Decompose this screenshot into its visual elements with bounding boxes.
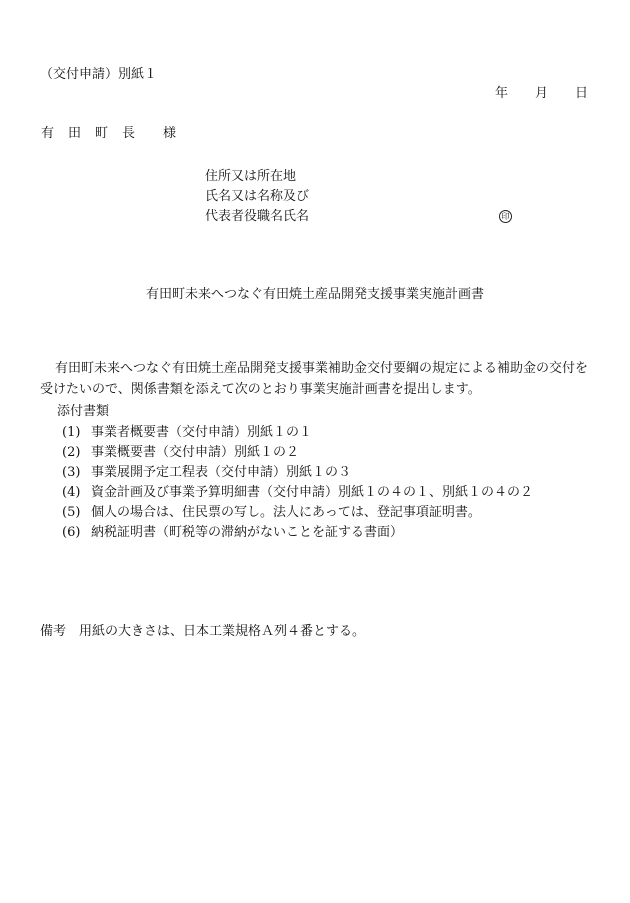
attachment-text: 資金計画及び事業予算明細書（交付申請）別紙１の４の１、別紙１の４の２ (91, 485, 534, 500)
addressee-honorific: 様 (163, 126, 177, 141)
applicant-address-label: 住所又は所在地 (205, 169, 297, 184)
date-day-label: 日 (575, 86, 589, 101)
body-paragraph: 有田町未来へつなぐ有田焼土産品開発支援事業補助金交付要綱の規定による補助金の交付を受けたいので、関係書類を添えて次のとおり事業実施計画書を提出します。 (40, 361, 589, 397)
applicant-representative-label: 代表者役職名氏名 (205, 209, 310, 224)
form-label: （交付申請）別紙１ (40, 67, 158, 82)
applicant-name-label: 氏名又は名称及び (205, 189, 310, 204)
attachment-text: 事業概要書（交付申請）別紙１の２ (91, 445, 300, 460)
document-title: 有田町未来へつなぐ有田焼土産品開発支援事業実施計画書 (145, 287, 484, 302)
attachment-item (62, 523, 533, 543)
attachment-text: 事業展開予定工程表（交付申請）別紙１の３ (91, 465, 352, 480)
attachment-item (62, 483, 533, 503)
remarks-text: 用紙の大きさは、日本工業規格Ａ列４番とする。 (79, 624, 366, 639)
attachment-number: (3) (62, 465, 81, 480)
attachment-item (62, 463, 533, 483)
attachment-item (62, 423, 533, 443)
attachments-heading: 添付書類 (57, 404, 110, 419)
attachment-number: (2) (62, 445, 81, 460)
remarks (40, 625, 365, 638)
attachment-number: (5) (62, 505, 81, 520)
seal-icon: 印 (499, 210, 512, 223)
attachment-number: (4) (62, 485, 81, 500)
attachment-text: 事業者概要書（交付申請）別紙１の１ (91, 425, 313, 440)
attachment-number: (1) (62, 425, 81, 440)
attachments-list (62, 423, 533, 543)
attachment-text: 個人の場合は、住民票の写し。法人にあっては、登記事項証明書。 (91, 505, 481, 520)
applicant-block (205, 167, 309, 227)
date-month-label: 月 (535, 86, 549, 101)
attachment-item (62, 443, 533, 463)
addressee-name: 有田町長 (41, 126, 150, 141)
attachment-text: 納税証明書（町税等の滞納がないことを証する書面） (91, 525, 404, 540)
remarks-label: 備考 (40, 624, 67, 639)
attachment-number: (6) (62, 525, 81, 540)
date-year-label: 年 (495, 86, 509, 101)
attachment-item (62, 503, 533, 523)
